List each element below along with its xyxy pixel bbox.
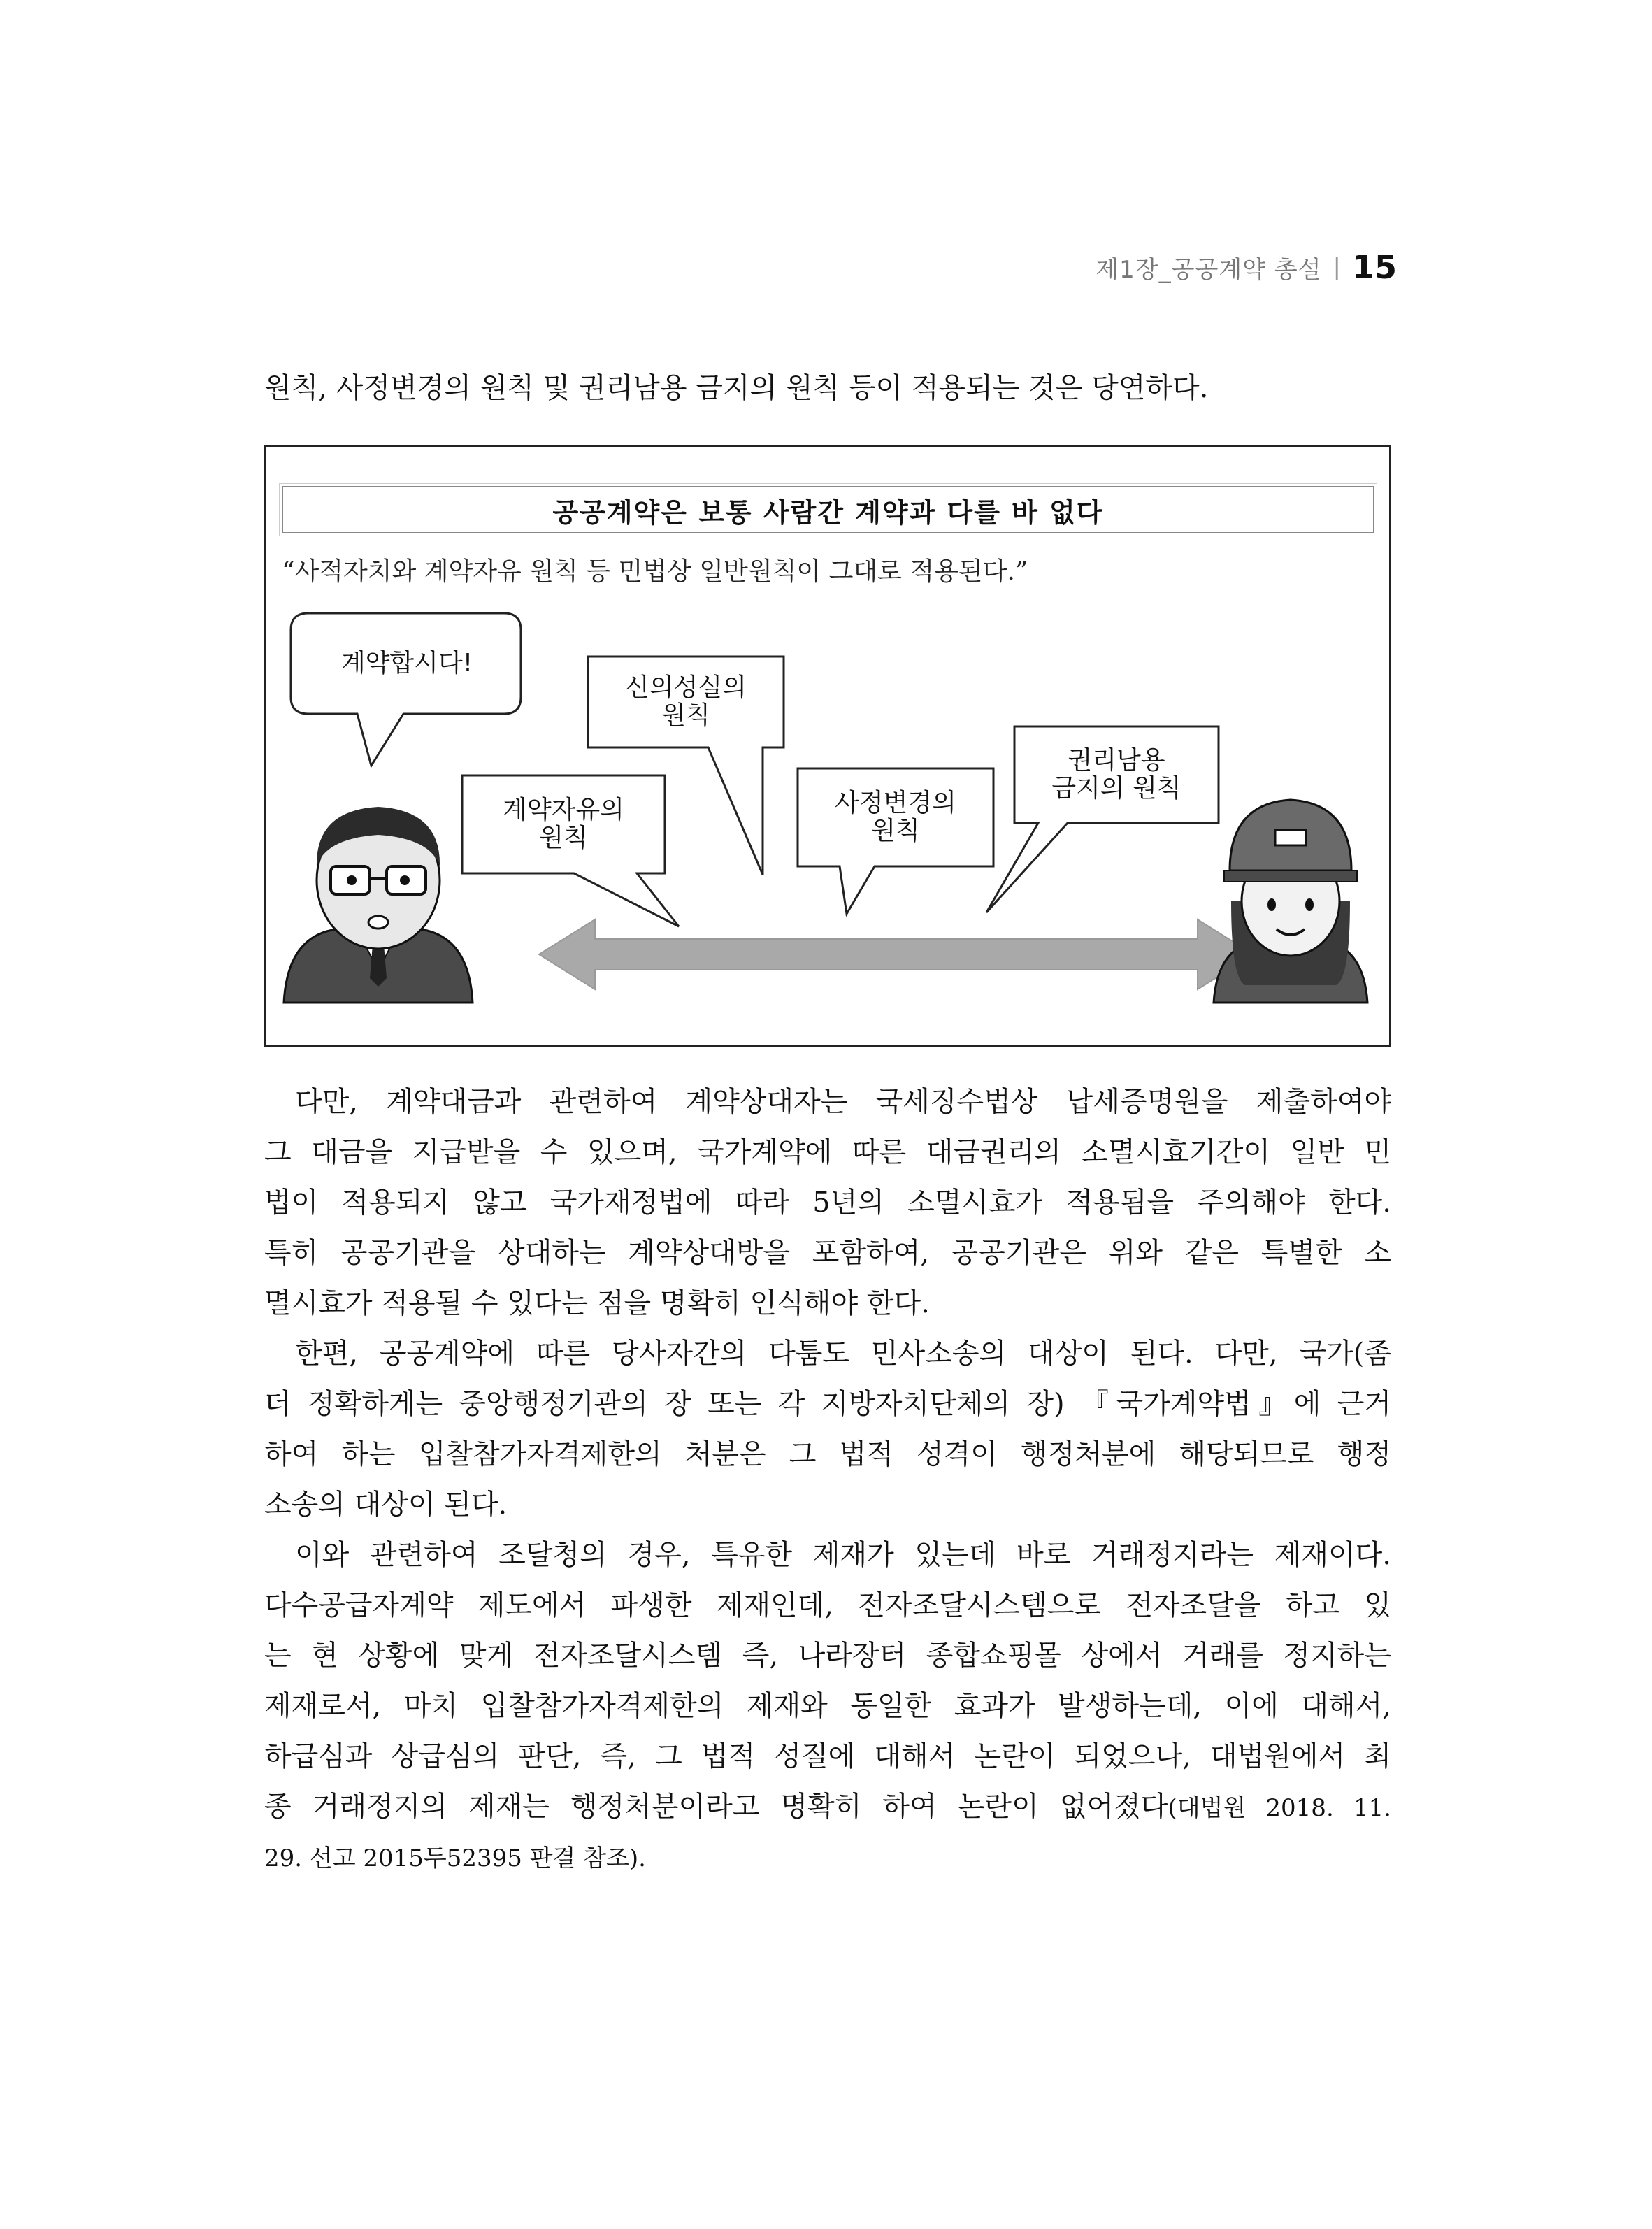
paragraph [264, 1530, 1391, 1884]
figure-title: 공공계약은 보통 사람간 계약과 다를 바 없다 [282, 486, 1374, 533]
text-line: 제재로서, 마치 입찰참가자격제한의 제재와 동일한 효과가 발생하는데, 이에 대해서, [264, 1690, 1391, 1722]
woman-character-icon [1214, 800, 1367, 1003]
text-line: 특히 공공기관을 상대하는 계약상대방을 포함하여, 공공기관은 위와 같은 특별한 소 [264, 1237, 1391, 1269]
bubble-abuse-of-rights: 권리남용 금지의 원칙 [1051, 746, 1181, 803]
text-line: 법이 적용되지 않고 국가재정법에 따라 5년의 소멸시효가 적용됨을 주의해야 한다. [264, 1187, 1391, 1219]
page-number: 15 [1351, 248, 1397, 286]
figure-illustration [266, 447, 1393, 1049]
text-line: 하급심과 상급심의 판단, 즉, 그 법적 성질에 대해서 논란이 되었으나, 대법원에서 최 [264, 1740, 1391, 1772]
double-arrow-icon [539, 919, 1254, 989]
bubble-good-faith: 신의성실의 원칙 [625, 673, 747, 730]
text-line: 29. 선고 2015두52395 판결 참조). [264, 1844, 646, 1872]
citation-tail: (대법원 2018. 11. [1168, 1794, 1391, 1822]
text-line-main: 종 거래정지의 제재는 행정처분이라고 명확히 하여 논란이 없어졌다 [264, 1791, 1168, 1823]
text-line: 그 대금을 지급받을 수 있으며, 국가계약에 따른 대금권리의 소멸시효기간이 일반 민 [264, 1136, 1391, 1168]
text-line: 멸시효가 적용될 수 있다는 점을 명확히 인식해야 한다. [264, 1287, 930, 1319]
chapter-title: 제1장_공공계약 총설 [1096, 255, 1322, 284]
text-line: 이와 관련하여 조달청의 경우, 특유한 제재가 있는데 바로 거래정지라는 제재이다. [295, 1539, 1391, 1571]
header-separator: | [1333, 253, 1341, 281]
text-line: 더 정확하게는 중앙행정기관의 장 또는 각 지방자치단체의 장) 『국가계약법』에 근거 [264, 1388, 1391, 1420]
text-line: 다만, 계약대금과 관련하여 계약상대자는 국세징수법상 납세증명원을 제출하여야 [295, 1086, 1391, 1118]
paragraph [264, 1328, 1391, 1530]
text-line: 다수공급자계약 제도에서 파생한 제재인데, 전자조달시스템으로 전자조달을 하고 있 [264, 1589, 1391, 1621]
text-line: 는 현 상황에 맞게 전자조달시스템 즉, 나라장터 종합쇼핑몰 상에서 거래를 정지하는 [264, 1640, 1391, 1672]
text-line: 한편, 공공계약에 따른 당사자간의 다툼도 민사소송의 대상이 된다. 다만, 국가(좀 [295, 1338, 1391, 1370]
bubble-changed-circumstances: 사정변경의 원칙 [835, 789, 956, 845]
man-character-icon [284, 807, 473, 1003]
bubble-lets-contract: 계약합시다! [340, 649, 473, 678]
text-line [264, 1782, 1391, 1833]
text-line: 소송의 대상이 된다. [264, 1489, 508, 1521]
intro-line: 원칙, 사정변경의 원칙 및 권리남용 금지의 원칙 등이 적용되는 것은 당연하다. [264, 372, 1209, 404]
running-header [1096, 246, 1397, 288]
bubble-freedom-of-contract: 계약자유의 원칙 [503, 796, 624, 852]
text-line: 하여 하는 입찰참가자격제한의 처분은 그 법적 성격이 행정처분에 해당되므로 행정 [264, 1438, 1391, 1470]
paragraph [264, 1077, 1391, 1328]
body-text [264, 1077, 1391, 1884]
figure-box [264, 445, 1391, 1047]
figure-quote: “사적자치와 계약자유 원칙 등 민법상 일반원칙이 그대로 적용된다.” [282, 557, 1028, 586]
